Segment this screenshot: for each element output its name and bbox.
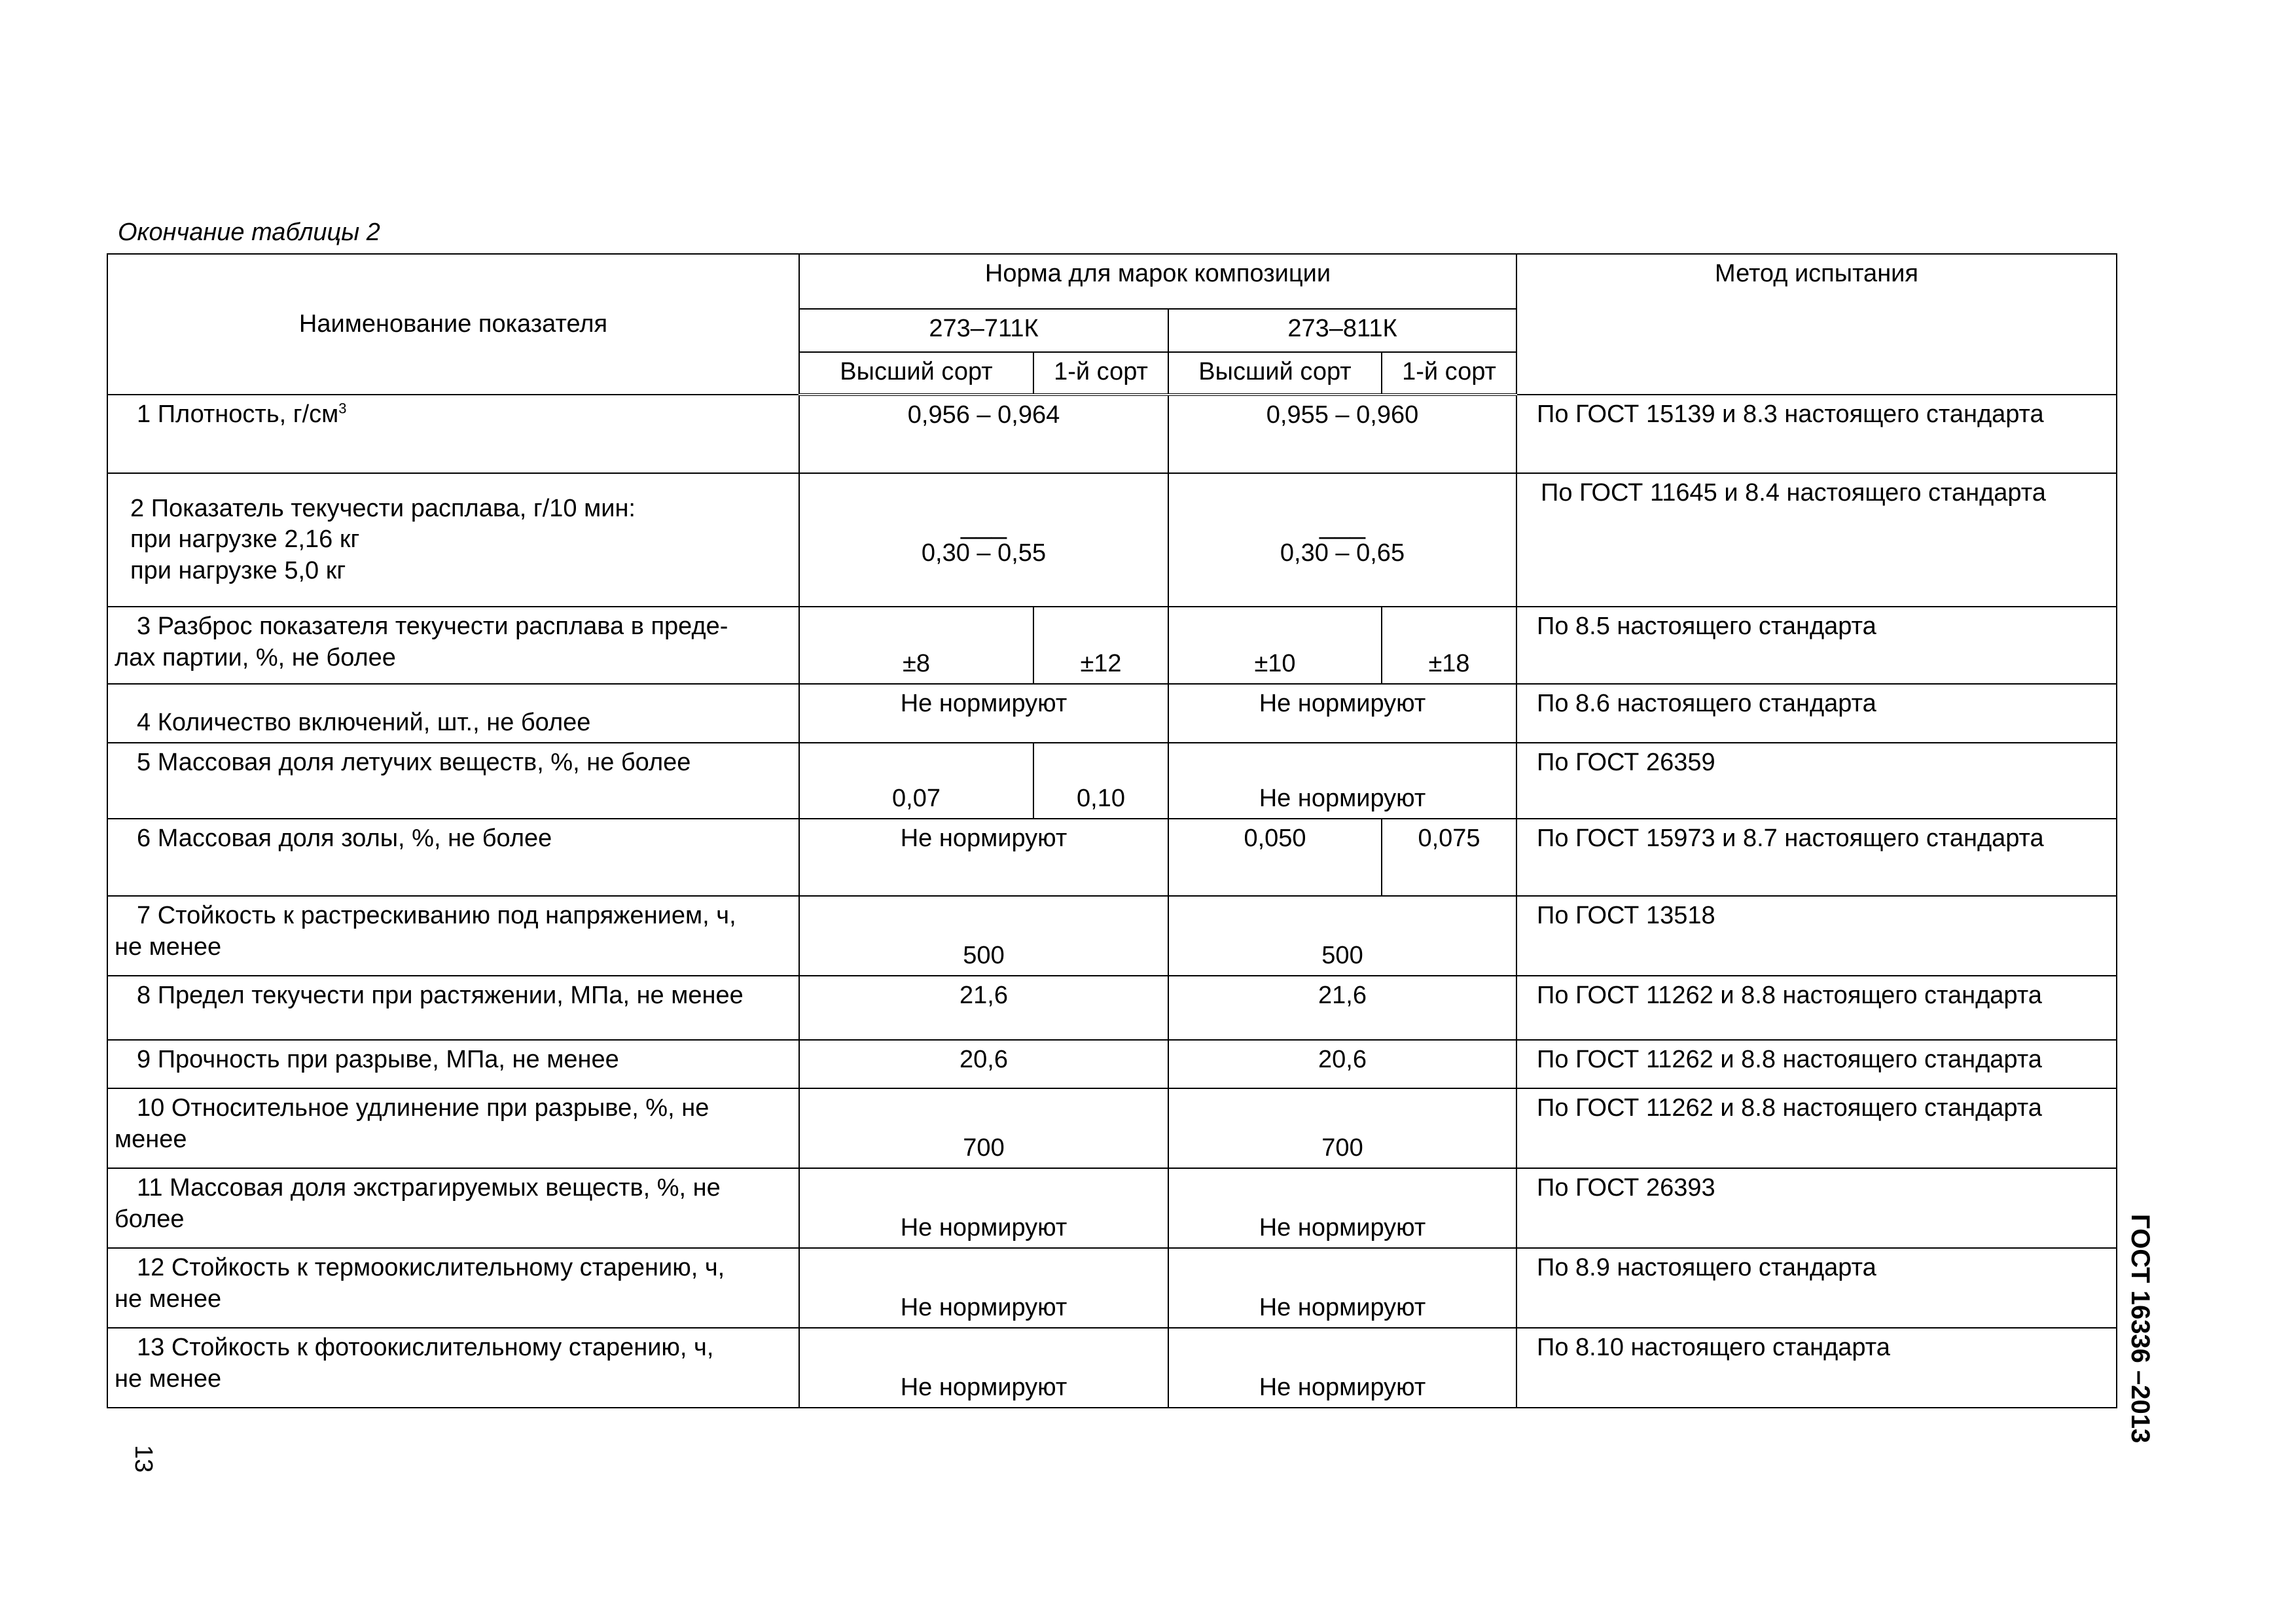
row-4-name-text: 4 Количество включений, шт., не более: [137, 708, 591, 736]
row-12-name-2: не менее: [115, 1285, 222, 1313]
row-10-name-2: менее: [115, 1125, 187, 1153]
row-8-value-b: 21,6: [1168, 976, 1516, 1040]
row-13-value-b: Не нормируют: [1168, 1328, 1516, 1408]
row-12-value-a: Не нормируют: [799, 1248, 1168, 1328]
row-11-name: [107, 1168, 799, 1248]
table-row: [107, 607, 2117, 684]
properties-table: [107, 253, 2117, 1408]
row-9-method: По ГОСТ 11262 и 8.8 настоящего стандарта: [1516, 1040, 2117, 1088]
row-3-name-text: 3 Разброс показателя текучести расплава в преде-: [137, 613, 728, 640]
row-12-method: По 8.9 настоящего стандарта: [1516, 1248, 2117, 1328]
row-11-value-b: Не нормируют: [1168, 1168, 1516, 1248]
row-9-name: [107, 1040, 799, 1088]
row-4-name: [107, 684, 799, 743]
row-3-method: По 8.5 настоящего стандарта: [1516, 607, 2117, 684]
header-a-first-sort: 1-й сорт: [1033, 352, 1168, 395]
row-12-value-b: Не нормируют: [1168, 1248, 1516, 1328]
row-9-name-text: 9 Прочность при разрыве, МПа, не менее: [137, 1046, 619, 1073]
row-10-value-b: 700: [1168, 1088, 1516, 1168]
row-1-name: [107, 395, 799, 473]
row-8-name-text: 8 Предел текучести при растяжении, МПа, не менее: [137, 982, 744, 1009]
header-row-1: [107, 254, 2117, 309]
row-7-method: По ГОСТ 13518: [1516, 896, 2117, 976]
table-row: [107, 819, 2117, 896]
table-row: [107, 395, 2117, 473]
row-2-method: По ГОСТ 11645 и 8.4 настоящего стандарта: [1516, 473, 2117, 607]
table-row: [107, 1088, 2117, 1168]
row-2-sub-1: при нагрузке 2,16 кг: [130, 526, 360, 554]
row-1-method: По ГОСТ 15139 и 8.3 настоящего стандарта: [1516, 395, 2117, 473]
row-5-a1: 0,07: [799, 743, 1033, 819]
row-9-value-a: 20,6: [799, 1040, 1168, 1088]
row-8-value-a: 21,6: [799, 976, 1168, 1040]
row-2-dash-a: ___: [960, 508, 1007, 540]
row-12-name: [107, 1248, 799, 1328]
row-2-b: 0,30 – 0,65: [1280, 539, 1405, 567]
row-7-name-text: 7 Стойкость к растрескиванию под напряжением, ч,: [137, 902, 736, 929]
table-row: [107, 743, 2117, 819]
table-row: [107, 684, 2117, 743]
row-10-name: [107, 1088, 799, 1168]
row-6-name-text: 6 Массовая доля золы, %, не более: [137, 825, 552, 852]
row-8-name: [107, 976, 799, 1040]
row-8-method: По ГОСТ 11262 и 8.8 настоящего стандарта: [1516, 976, 2117, 1040]
row-5-a2: 0,10: [1033, 743, 1168, 819]
table-row: [107, 1248, 2117, 1328]
row-5-name-text: 5 Массовая доля летучих веществ, %, не более: [137, 749, 691, 776]
row-13-name-text: 13 Стойкость к фотоокислительному старению, ч,: [137, 1334, 714, 1361]
row-5-name: [107, 743, 799, 819]
page-number: 13: [130, 1445, 157, 1473]
row-6-b1: 0,050: [1168, 819, 1382, 896]
table-caption: Окончание таблицы 2: [118, 219, 380, 246]
row-3-b2: ±18: [1382, 607, 1516, 684]
row-3-b1: ±10: [1168, 607, 1382, 684]
table-row: [107, 896, 2117, 976]
header-grade-a: 273–711К: [799, 309, 1168, 352]
row-1-sup: 3: [338, 400, 347, 417]
row-5-method: По ГОСТ 26359: [1516, 743, 2117, 819]
header-a-top-sort: Высший сорт: [799, 352, 1033, 395]
row-1-value-b: 0,955 – 0,960: [1168, 395, 1516, 473]
table-row: [107, 473, 2117, 607]
row-7-name-2: не менее: [115, 933, 222, 961]
row-3-a1: ±8: [799, 607, 1033, 684]
header-b-first-sort: 1-й сорт: [1382, 352, 1516, 395]
header-grade-b: 273–811К: [1168, 309, 1516, 352]
header-norm-col: Норма для марок композиции: [799, 254, 1516, 309]
row-11-method: По ГОСТ 26393: [1516, 1168, 2117, 1248]
row-13-method: По 8.10 настоящего стандарта: [1516, 1328, 2117, 1408]
row-2-dash-b: ___: [1319, 508, 1366, 540]
row-3-a2: ±12: [1033, 607, 1168, 684]
row-11-name-text: 11 Массовая доля экстрагируемых веществ, %, не: [137, 1174, 721, 1202]
row-11-value-a: Не нормируют: [799, 1168, 1168, 1248]
table-row: [107, 1168, 2117, 1248]
row-2-value-a: [799, 473, 1168, 607]
row-4-value-b: Не нормируют: [1168, 684, 1516, 743]
row-1-name-text: 1 Плотность, г/см: [137, 401, 339, 428]
row-1-value-a: 0,956 – 0,964: [799, 395, 1168, 473]
row-2-value-b: [1168, 473, 1516, 607]
row-2-name: [107, 473, 799, 607]
row-10-method: По ГОСТ 11262 и 8.8 настоящего стандарта: [1516, 1088, 2117, 1168]
standard-code: ГОСТ 16336 –2013: [2126, 1214, 2155, 1444]
row-7-value-b: 500: [1168, 896, 1516, 976]
row-6-name: [107, 819, 799, 896]
row-13-value-a: Не нормируют: [799, 1328, 1168, 1408]
row-5-value-b: Не нормируют: [1168, 743, 1516, 819]
table-row: [107, 976, 2117, 1040]
header-name-col: Наименование показателя: [107, 254, 799, 395]
row-4-method: По 8.6 настоящего стандарта: [1516, 684, 2117, 743]
row-7-name: [107, 896, 799, 976]
row-6-method: По ГОСТ 15973 и 8.7 настоящего стандарта: [1516, 819, 2117, 896]
row-4-value-a: Не нормируют: [799, 684, 1168, 743]
row-7-value-a: 500: [799, 896, 1168, 976]
row-13-name-2: не менее: [115, 1364, 222, 1393]
row-2-sub-2: при нагрузке 5,0 кг: [130, 556, 346, 584]
row-11-name-2: более: [115, 1205, 185, 1233]
table-row: [107, 1040, 2117, 1088]
row-9-value-b: 20,6: [1168, 1040, 1516, 1088]
row-10-value-a: 700: [799, 1088, 1168, 1168]
row-6-b2: 0,075: [1382, 819, 1516, 896]
row-2-name-text: 2 Показатель текучести расплава, г/10 мин:: [130, 494, 636, 522]
row-3-name-2: лах партии, %, не более: [115, 643, 396, 671]
row-13-name: [107, 1328, 799, 1408]
header-method-col: Метод испытания: [1516, 254, 2117, 395]
row-10-name-text: 10 Относительное удлинение при разрыве, %, не: [137, 1094, 709, 1122]
row-12-name-text: 12 Стойкость к термоокислительному старению, ч,: [137, 1254, 725, 1281]
row-2-a: 0,30 – 0,55: [921, 539, 1047, 567]
header-b-top-sort: Высший сорт: [1168, 352, 1382, 395]
row-3-name: [107, 607, 799, 684]
table-row: [107, 1328, 2117, 1408]
row-6-value-a: Не нормируют: [799, 819, 1168, 896]
